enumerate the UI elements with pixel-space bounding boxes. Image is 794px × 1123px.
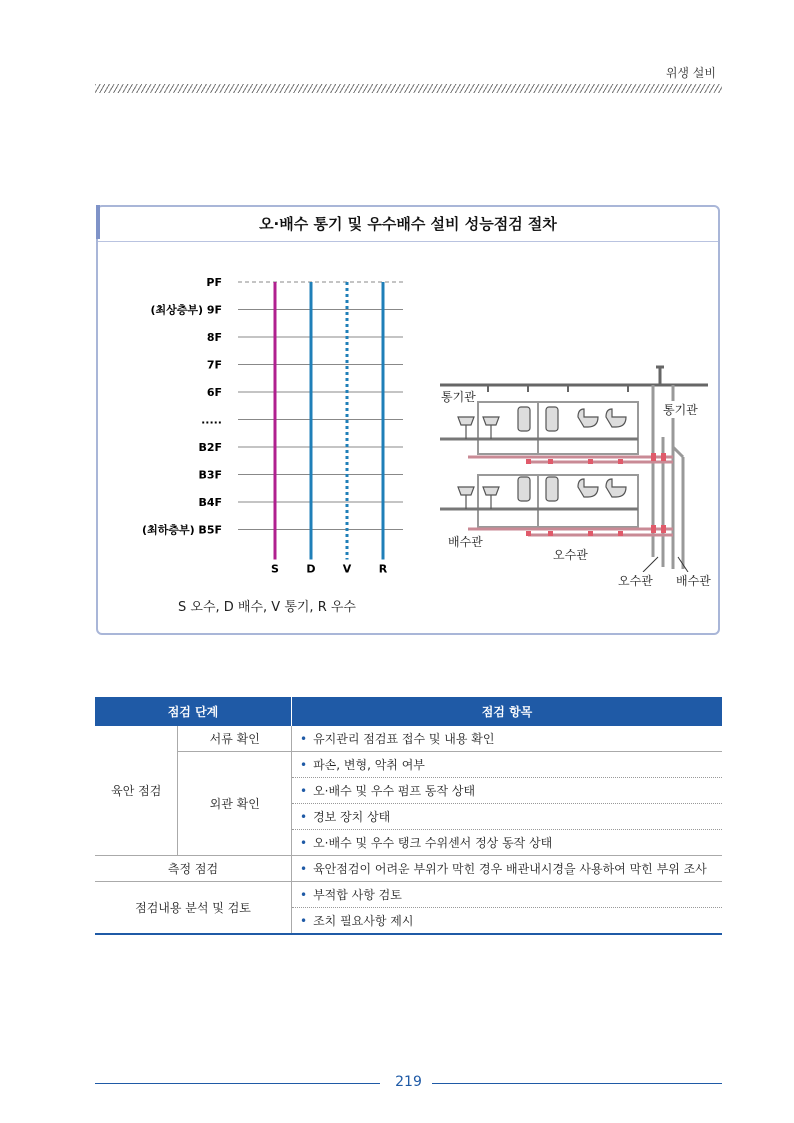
table-row <box>95 726 722 752</box>
list-item: • 부적합 사항 검토 <box>292 882 723 908</box>
floor-label: 8F <box>206 331 222 344</box>
floor-label: 6F <box>206 386 222 399</box>
figure-box <box>96 205 720 635</box>
bullet-icon: • <box>300 888 308 902</box>
stage-visual: 육안 점검 <box>95 726 178 856</box>
vent-pipe-label-left: 통기관 <box>441 390 476 404</box>
bullet-icon: • <box>300 836 308 850</box>
header-hatched-rule <box>95 84 722 93</box>
table-row <box>95 856 722 882</box>
bullet-icon: • <box>300 758 308 772</box>
list-item: • 오·배수 및 우수 펌프 동작 상태 <box>292 778 723 804</box>
stage-measurement: 측정 점검 <box>95 856 292 882</box>
floor-label: B3F <box>198 468 222 482</box>
bullet-icon: • <box>300 810 308 824</box>
list-item: • 유지관리 점검표 접수 및 내용 확인 <box>292 726 723 752</box>
header-stage: 점검 단계 <box>95 697 292 726</box>
bullet-icon: • <box>300 914 308 928</box>
floor-label: 7F <box>206 358 222 372</box>
bullet-icon: • <box>300 862 308 876</box>
floor-label: (최하층부) B5F <box>142 523 222 537</box>
pipe-code-label: V <box>342 562 352 576</box>
bullet-icon: • <box>300 784 308 798</box>
sewage-pipe-label-mid: 오수관 <box>553 548 588 562</box>
list-item: • 조치 필요사항 제시 <box>292 908 723 935</box>
drain-pipe-label-bottom: 배수관 <box>676 574 711 588</box>
drain-pipe-label-left: 배수관 <box>448 535 483 549</box>
pipe-code-label: R <box>378 562 388 576</box>
table-row <box>95 752 722 778</box>
list-item: • 육안점검이 어려운 부위가 막힌 경우 배관내시경을 사용하여 막힌 부위 조사 <box>292 856 723 882</box>
pipe-code-label: S <box>271 562 279 576</box>
riser-diagram <box>98 207 428 587</box>
page-header-section: 위생 설비 <box>665 66 716 80</box>
inspection-table <box>95 697 722 935</box>
floor-label: PF <box>206 276 222 289</box>
substage-exterior: 외관 확인 <box>178 752 292 856</box>
list-item: • 오·배수 및 우수 탱크 수위센서 정상 동작 상태 <box>292 830 723 856</box>
table-header-row <box>95 697 722 726</box>
substage-documents: 서류 확인 <box>178 726 292 752</box>
bullet-icon: • <box>300 732 308 746</box>
riser-legend: S 오수, D 배수, V 통기, R 우수 <box>178 600 356 615</box>
list-item: • 파손, 변형, 악취 여부 <box>292 752 723 778</box>
pipe-code-label: D <box>306 562 316 576</box>
floor-label: (최상층부) 9F <box>150 303 222 317</box>
table-row <box>95 882 722 908</box>
figure-title: 오·배수 통기 및 우수배수 설비 성능점검 절차 <box>98 207 718 242</box>
vent-pipe-label-right: 통기관 <box>663 403 698 417</box>
floor-label: B4F <box>198 496 222 509</box>
stage-analysis: 점검내용 분석 및 검토 <box>95 882 292 935</box>
floor-label: ..... <box>201 413 222 427</box>
list-item: • 경보 장치 상태 <box>292 804 723 830</box>
header-items: 점검 항목 <box>292 697 723 726</box>
sewage-pipe-label-bottom: 오수관 <box>618 574 653 588</box>
page-footer <box>95 1074 722 1094</box>
floor-label: B2F <box>198 441 222 454</box>
page-number: 219 <box>395 1074 422 1090</box>
